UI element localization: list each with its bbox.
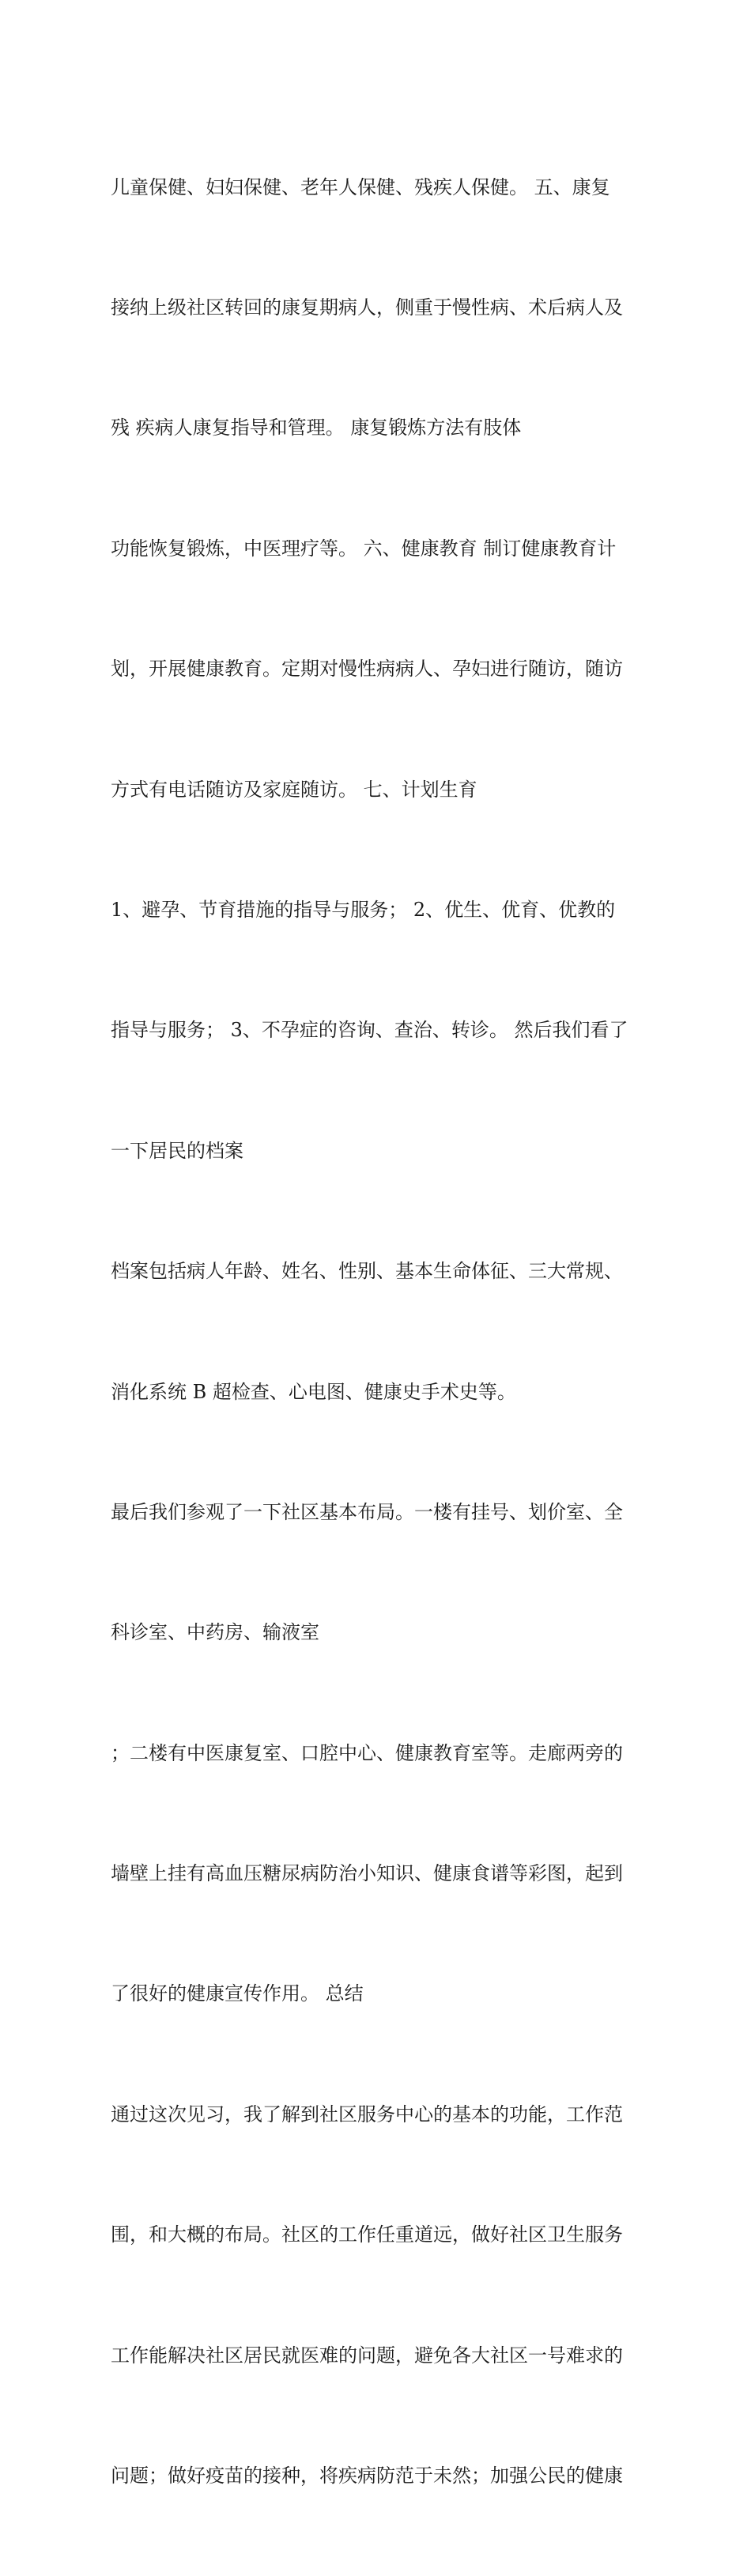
text-line: 围，和大概的布局。社区的工作任重道远，做好社区卫生服务 xyxy=(111,2223,623,2246)
document-body xyxy=(111,87,648,2576)
text-line: 墙壁上挂有高血压糖尿病防治小知识、健康食谱等彩图，起到 xyxy=(111,1862,623,1885)
text-line: 科诊室、中药房、输液室 xyxy=(111,1621,319,1644)
text-line: 档案包括病人年龄、姓名、性别、基本生命体征、三大常规、 xyxy=(111,1260,623,1283)
text-line: 划，开展健康教育。定期对慢性病病人、孕妇进行随访，随访 xyxy=(111,658,623,681)
text-line: 1、避孕、节育措施的指导与服务； 2、优生、优育、优教的 xyxy=(111,898,616,921)
text-line: 通过这次见习，我了解到社区服务中心的基本的功能，工作范 xyxy=(111,2103,623,2125)
text-line: 了很好的健康宣传作用。 总结 xyxy=(111,1982,364,2005)
text-line: 残 疾病人康复指导和管理。 康复锻炼方法有肢体 xyxy=(111,417,522,439)
text-line: 工作能解决社区居民就医难的问题，避免各大社区一号难求的 xyxy=(111,2344,623,2367)
text-line: 接纳上级社区转回的康复期病人，侧重于慢性病、术后病人及 xyxy=(111,296,623,319)
text-line: 方式有电话随访及家庭随访。 七、计划生育 xyxy=(111,778,477,801)
text-line: 儿童保健、妇妇保健、老年人保健、残疾人保健。 五、康复 xyxy=(111,175,610,198)
text-line: 问题；做好疫苗的接种，将疾病防范于未然；加强公民的健康 xyxy=(111,2465,623,2487)
text-line: 指导与服务； 3、不孕症的咨询、查治、转诊。 然后我们看了 xyxy=(111,1019,628,1042)
text-line: 一下居民的档案 xyxy=(111,1139,243,1162)
text-line: 消化系统 B 超检查、心电图、健康史手术史等。 xyxy=(111,1380,516,1403)
text-line: 最后我们参观了一下社区基本布局。一楼有挂号、划价室、全 xyxy=(111,1500,623,1523)
text-line: ；二楼有中医康复室、口腔中心、健康教育室等。走廊两旁的 xyxy=(111,1741,623,1764)
text-line: 功能恢复锻炼，中医理疗等。 六、健康教育 制订健康教育计 xyxy=(111,537,617,560)
